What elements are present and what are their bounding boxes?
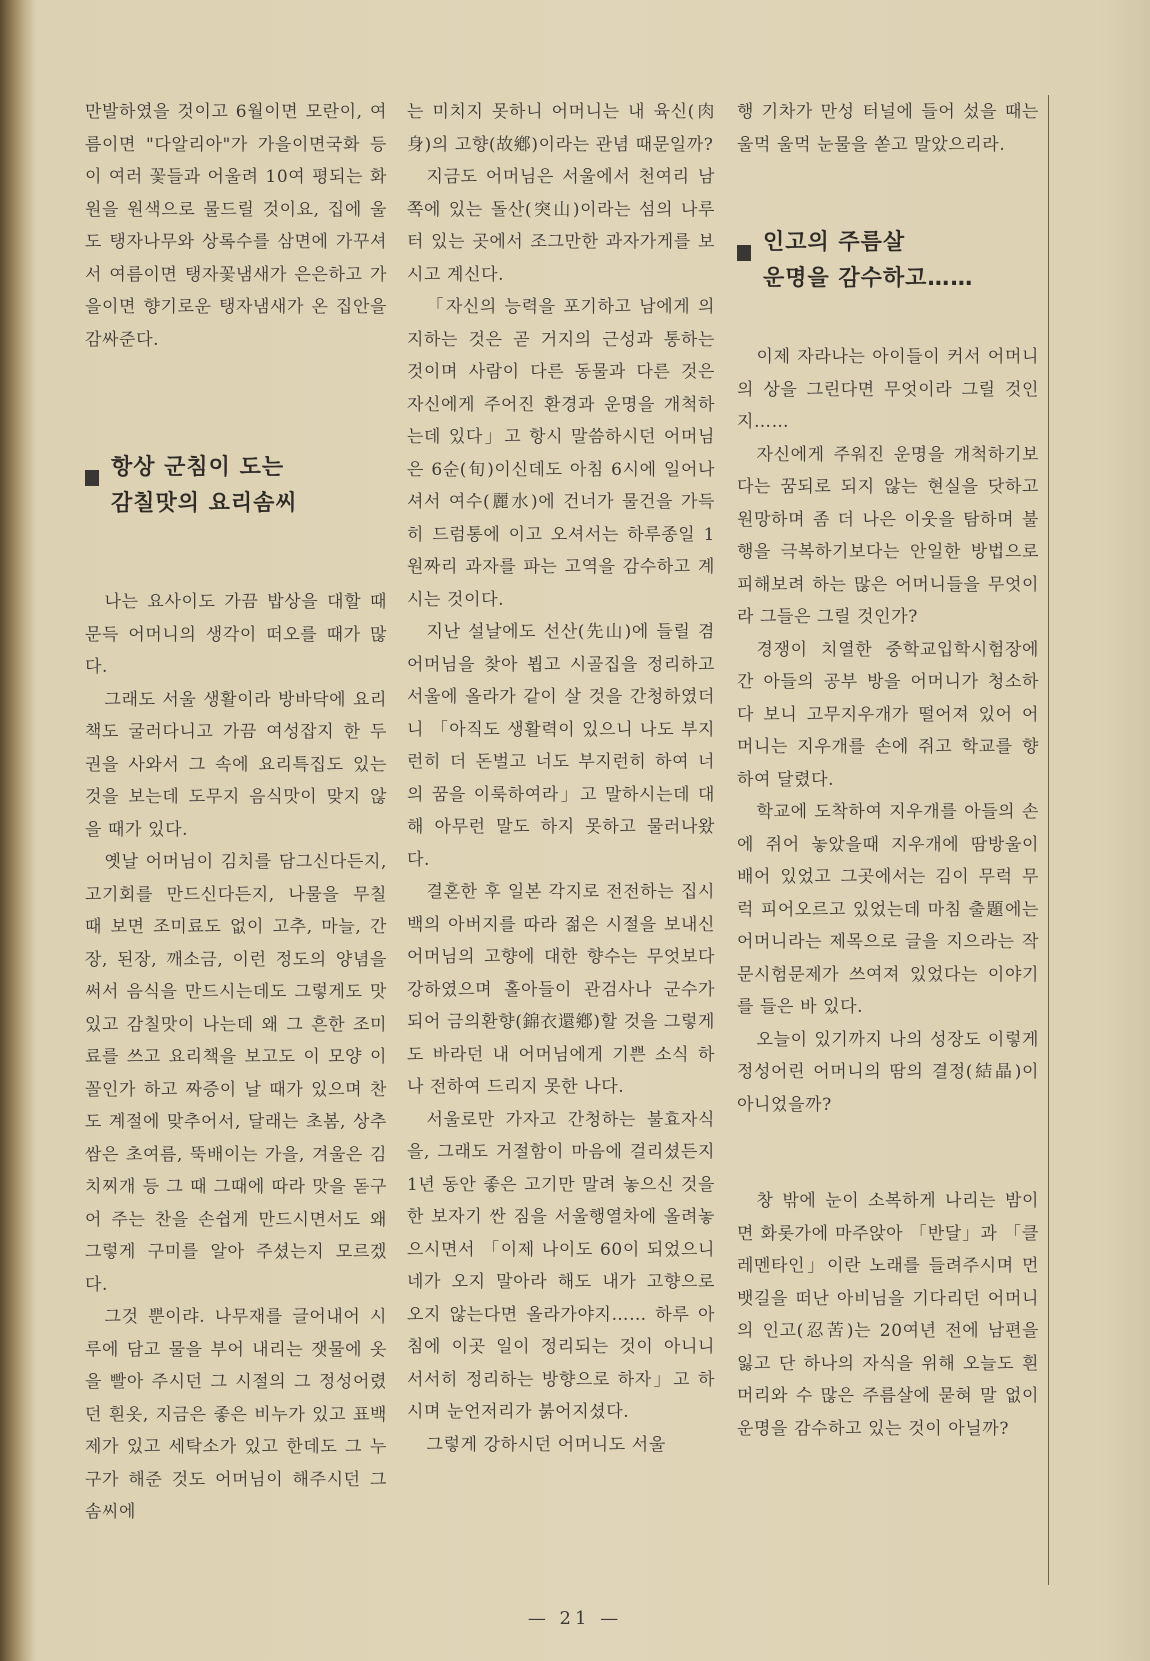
paragraph: 만발하였을 것이고 6월이면 모란이, 여름이면 "다알리아"가 가을이면국화 등이 여러 꽃들과 어울려 10여 평되는 화원을 원색으로 물드릴 것이요, 집에 울도 탱자나무와 상록수를 삼면에 가꾸셔서 여름이면 탱자꽃냄새가 은은하고 가을이면 향기로운 탱자냄새가 온 집안을 감싸준다. — [85, 102, 387, 350]
heading-marker-icon — [737, 245, 751, 261]
text-column-3 — [737, 96, 1039, 1445]
paragraph: 서울로만 가자고 간청하는 불효자식을, 그래도 거절함이 마음에 걸리셨든지 1년 동안 좋은 고기만 말려 놓으신 것을 한 보자기 싼 짐을 서울행열차에 올려놓으시면서 「이제 나이도 60이 되었으니 네가 오지 말아라 해도 내가 고향으로 오지 않는다면 올라가야지…… 하루 아침에 이곳 일이 정리되는 것이 아니니 서서히 정리하는 방향으로 하자」고 하시며 눈언저리가 붉어지셨다. — [407, 1109, 715, 1422]
paragraph: 그렇게 강하시던 어머니도 서울 — [426, 1434, 666, 1455]
paragraph: 지난 설날에도 선산(先山)에 들릴 겸 어머님을 찾아 뵙고 시골집을 정리하고 서울에 올라가 같이 살 것을 간청하였더니 「아직도 생활력이 있으니 나도 부지런히 더 돈벌고 너도 부지런히 하여 너의 꿈을 이룩하여라」고 말하시는데 대해 아무런 말도 하지 못하고 물러나왔다. — [407, 622, 715, 870]
paragraph: 나는 요사이도 가끔 밥상을 대할 때 문득 어머니의 생각이 떠오를 때가 많다. — [85, 592, 387, 677]
paragraph: 는 미치지 못하니 어머니는 내 육신(肉身)의 고향(故鄕)이라는 관념 때문일까? — [407, 102, 715, 155]
paragraph: 그래도 서울 생활이라 방바닥에 요리책도 굴러다니고 가끔 여성잡지 한 두권을 사와서 그 속에 요리특집도 있는 것을 보는데 도무지 음식맛이 맞지 않을 때가 있다. — [85, 689, 387, 840]
section-heading-1 — [85, 450, 387, 522]
paragraph: 결혼한 후 일본 각지로 전전하는 집시백의 아버지를 따라 젊은 시절을 보내신 어머님의 고향에 대한 향수는 무엇보다 강하였으며 홀아들이 관검사나 군수가 되어 금의환향(錦衣還鄕)할 것을 그렇게도 바라던 내 어머님에게 기쁜 소식 하나 전하여 드리지 못한 나다. — [407, 882, 715, 1097]
paragraph: 학교에 도착하여 지우개를 아들의 손에 쥐어 놓았을때 지우개에 땀방울이 배어 있었고 그곳에서는 김이 무럭 무럭 피어오르고 있었는데 마침 출題에는 어머니라는 제목으로 글을 지으라는 작문시험문제가 쓰여져 있었다는 이야기를 들은 바 있다. — [737, 802, 1039, 1017]
page-number: — 21 — — [527, 1608, 623, 1629]
column-rule — [1048, 95, 1049, 1585]
page-binding-edge — [0, 0, 36, 1661]
paragraph: 옛날 어머님이 김치를 담그신다든지, 고기회를 만드신다든지, 나물을 무칠 때 보면 조미료도 없이 고추, 마늘, 간장, 된장, 깨소금, 이런 정도의 양념을 써서 음식을 만드시는데도 그렇게도 맛있고 감칠맛이 나는데 왜 그 흔한 조미료를 쓰고 요리책을 보고도 이 모양 이 꼴인가 하고 짜증이 날 때가 있으며 찬도 계절에 맞추어서, 달래는 초봄, 상추쌈은 초여름, 뚝배이는 가을, 겨울은 김치찌개 등 그 때 그때에 따라 맛을 돋구어 주는 찬을 손쉽게 만드시면서도 왜 그렇게 구미를 알아 주셨는지 모르겠다. — [85, 852, 387, 1295]
heading-line: 항상 군침이 도는 — [111, 455, 285, 480]
paragraph: 이제 자라나는 아이들이 커서 어머니의 상을 그린다면 무엇이라 그릴 것인지…… — [737, 347, 1039, 432]
paragraph: 경쟁이 치열한 중학교입학시험장에 간 아들의 공부 방을 어머니가 청소하다 보니 고무지우개가 떨어져 있어 어머니는 지우개를 손에 쥐고 학교를 향하여 달렸다. — [737, 639, 1039, 790]
paragraph: 오늘이 있기까지 나의 성장도 이렇게 정성어린 어머니의 땀의 결정(結晶)이 아니었을까? — [737, 1029, 1039, 1115]
section-heading-2 — [737, 225, 1039, 297]
paragraph: 「자신의 능력을 포기하고 남에게 의지하는 것은 곧 거지의 근성과 통하는 것이며 사람이 다른 동물과 다른 것은 자신에게 주어진 환경과 운명을 개척하는데 있다」고 항시 말씀하시던 어머님은 6순(旬)이신데도 아침 6시에 일어나셔서 여수(麗水)에 건너가 물건을 가득히 드럼통에 이고 오셔서는 하루종일 1원짜리 과자를 파는 고역을 감수하고 계시는 것이다. — [407, 297, 715, 610]
heading-marker-icon — [85, 470, 99, 486]
paragraph: 그것 뿐이랴. 나무재를 글어내어 시루에 담고 물을 부어 내리는 잿물에 옷을 빨아 주시던 그 시절의 그 정성어렸던 흰옷, 지금은 좋은 비누가 있고 표백제가 있고 세탁소가 있고 한데도 그 누구가 해준 것도 어머님이 해주시던 그 솜씨에 — [85, 1307, 387, 1522]
paragraph: 창 밖에 눈이 소복하게 나리는 밤이면 화롯가에 마주앉아 「반달」과 「클레멘타인」이란 노래를 들려주시며 먼 뱃길을 떠난 아비님을 기다리던 어머니의 인고(忍苦)는 20여년 전에 남편을 잃고 단 하나의 자식을 위해 오늘도 흰 머리와 수 많은 주름살에 묻혀 말 없이 운명을 감수하고 있는 것이 아닐까? — [737, 1191, 1039, 1439]
text-column-1 — [85, 96, 387, 1529]
text-column-2 — [407, 96, 715, 1461]
paragraph: 행 기차가 만성 터널에 들어 섰을 때는 울먹 울먹 눈물을 쏟고 말았으리라. — [737, 102, 1039, 155]
paragraph: 자신에게 주워진 운명을 개척하기보다는 꿈되로 되지 않는 현실을 닷하고 원망하며 좀 더 나은 이웃을 탐하며 불행을 극복하기보다는 안일한 방법으로 피해보려 하는 많은 어머니들을 무엇이라 그들은 그릴 것인가? — [737, 444, 1039, 627]
paragraph: 지금도 어머님은 서울에서 천여리 남쪽에 있는 돌산(突山)이라는 섬의 나루터 있는 곳에서 조그만한 과자가게를 보시고 계신다. — [407, 167, 715, 285]
heading-line: 인고의 주름살 — [763, 230, 906, 255]
heading-line: 운명을 감수하고…… — [763, 266, 974, 291]
heading-line: 감칠맛의 요리솜씨 — [111, 491, 298, 516]
